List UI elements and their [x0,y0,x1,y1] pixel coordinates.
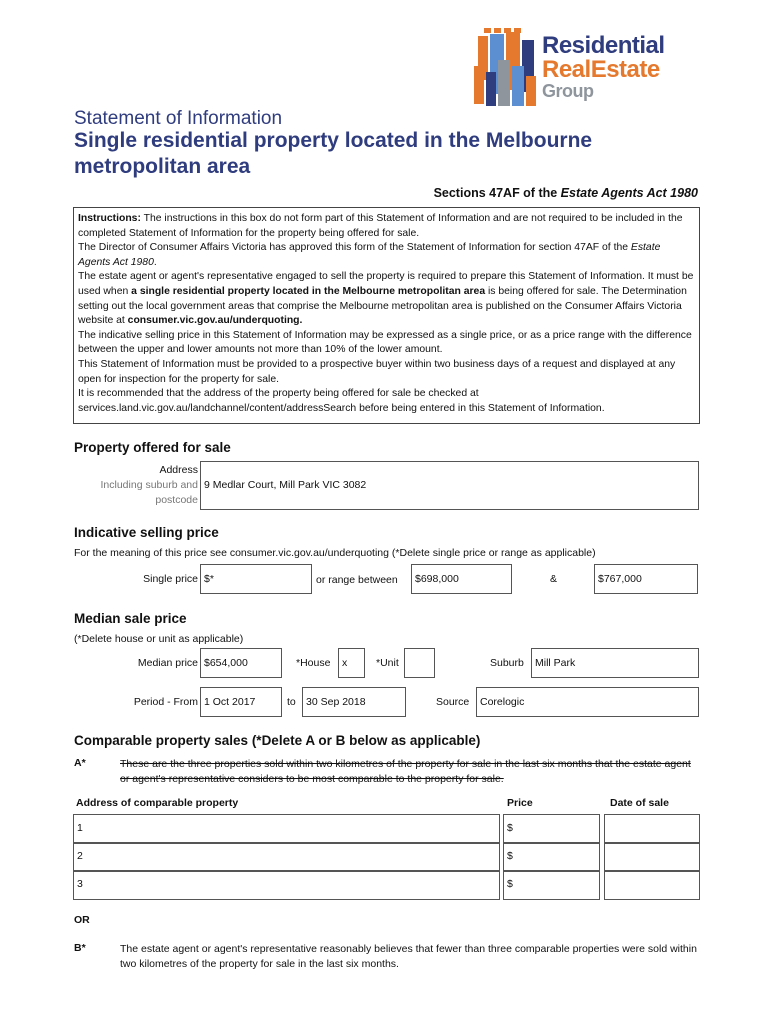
single-price-field[interactable]: $* [200,564,312,594]
suburb-label: Suburb [490,657,524,669]
instructions-p6: It is recommended that the address of the property being offered for sale be checked at services.land.vic.gov.au/landchannel/content/addressSearch before being entered in this Statement of Information. [78,388,605,414]
logo-text-residential: Residential [542,32,665,59]
document-kicker: Statement of Information [74,108,283,129]
company-logo-mark [470,26,540,108]
instructions-p3-b: is being offered for sale. The Determination setting out the local government areas that comprise the Melbourne metropolitan area is published on the Consumer Affairs Victoria website at [78,285,687,327]
option-b-label: B* [74,942,86,954]
median-price-field[interactable]: $654,000 [200,648,282,678]
comparable-row-1-price[interactable]: $ [503,814,600,844]
col-date-header: Date of sale [610,797,669,809]
comparable-row-2-date[interactable] [604,842,700,872]
comparable-heading: Comparable property sales (*Delete A or B below as applicable) [74,733,481,748]
col-price-header: Price [507,797,533,809]
document-title: Single residential property located in the Melbourne metropolitan area [74,129,593,178]
option-b-text: The estate agent or agent's representative reasonably believes that fewer than three comparable properties were sold within two kilometres of the property for sale in the last six months. [120,943,697,970]
period-to-field[interactable]: 30 Sep 2018 [302,687,406,717]
address-label [74,463,198,508]
act-section-reference [434,186,698,200]
instructions-p1-text: The instructions in this box do not form part of this Statement of Information and are not required to be included in the completed Statement of Information for the property being offered for sale. [78,213,683,239]
instructions-p3-bold: a single residential property located in the Melbourne metropolitan area [131,285,486,297]
comparable-row-2-address[interactable]: 2 [73,842,500,872]
period-from-label: Period - From [133,696,198,708]
or-separator: OR [74,914,90,926]
instructions-p3-link[interactable]: consumer.vic.gov.au/underquoting. [127,315,303,327]
period-to-label: to [287,696,296,708]
indicative-note: For the meaning of this price see consumer.vic.gov.au/underquoting (*Delete single price or range as applicable) [74,547,596,559]
single-price-label: Single price [143,573,198,585]
logo-text-realestate: RealEstate [542,56,660,83]
suburb-field[interactable]: Mill Park [531,648,699,678]
source-label: Source [436,696,470,708]
median-price-label: Median price [137,657,198,669]
house-label: *House [296,657,331,669]
option-a-label: A* [74,757,86,769]
instructions-p1 [78,212,695,241]
instructions-p2 [78,241,695,270]
act-name: Estate Agents Act 1980 [560,186,698,200]
instructions-p5: This Statement of Information must be provided to a prospective buyer within two business days of a request and displayed at any open for inspection for the property for sale. [78,358,676,385]
range-low-field[interactable]: $698,000 [411,564,512,594]
instructions-p2-text: The Director of Consumer Affairs Victoria has approved this form of the Statement of Information for section 47AF of the [78,242,631,254]
comparable-row-1-address[interactable]: 1 [73,814,500,844]
comparable-row-1-date[interactable] [604,814,700,844]
instructions-p3 [78,270,695,328]
instructions-label: Instructions: [78,213,141,224]
range-label: or range between [316,574,398,586]
instructions-p3-a: The estate agent or agent's representative engaged to sell the property is required to prepare this Statement of Information. It must be used when [78,271,694,297]
col-address-header: Address of comparable property [76,797,239,809]
address-label-line3: postcode [155,494,198,506]
unit-checkbox[interactable] [404,648,435,678]
range-ampersand: & [550,573,558,585]
range-high-field[interactable]: $767,000 [594,564,698,594]
address-label-line1: Address [159,464,198,476]
act-section-prefix: Sections 47AF of the [433,186,561,200]
instructions-p2-act: Estate Agents Act 1980 [78,242,661,268]
median-note: (*Delete house or unit as applicable) [74,633,244,645]
indicative-heading: Indicative selling price [74,525,219,540]
property-heading: Property offered for sale [74,440,231,455]
comparable-row-3-date[interactable] [604,870,700,900]
comparable-row-3-price[interactable]: $ [503,870,600,900]
unit-label: *Unit [376,657,399,669]
period-from-field[interactable]: 1 Oct 2017 [200,687,282,717]
comparable-row-2-price[interactable]: $ [503,842,600,872]
address-label-line2: Including suburb and [100,479,198,491]
option-a-text: These are the three properties sold within two kilometres of the property for sale in the last six months that the estate agent or agent's representative considers to be most comparable to the property for sale. [120,758,691,785]
instructions-p2-end: . [153,256,157,268]
instructions-box [73,207,700,424]
instructions-p4: The indicative selling price in this Statement of Information may be expressed as a single price, or as a price range with the difference between the upper and lower amounts not more than 10% of the lower amount. [78,329,692,356]
comparable-row-3-address[interactable]: 3 [73,870,500,900]
median-heading: Median sale price [74,611,187,626]
address-field[interactable]: 9 Medlar Court, Mill Park VIC 3082 [200,461,699,510]
house-checkbox[interactable]: x [338,648,365,678]
logo-text-group: Group [542,81,594,101]
source-field[interactable]: Corelogic [476,687,699,717]
